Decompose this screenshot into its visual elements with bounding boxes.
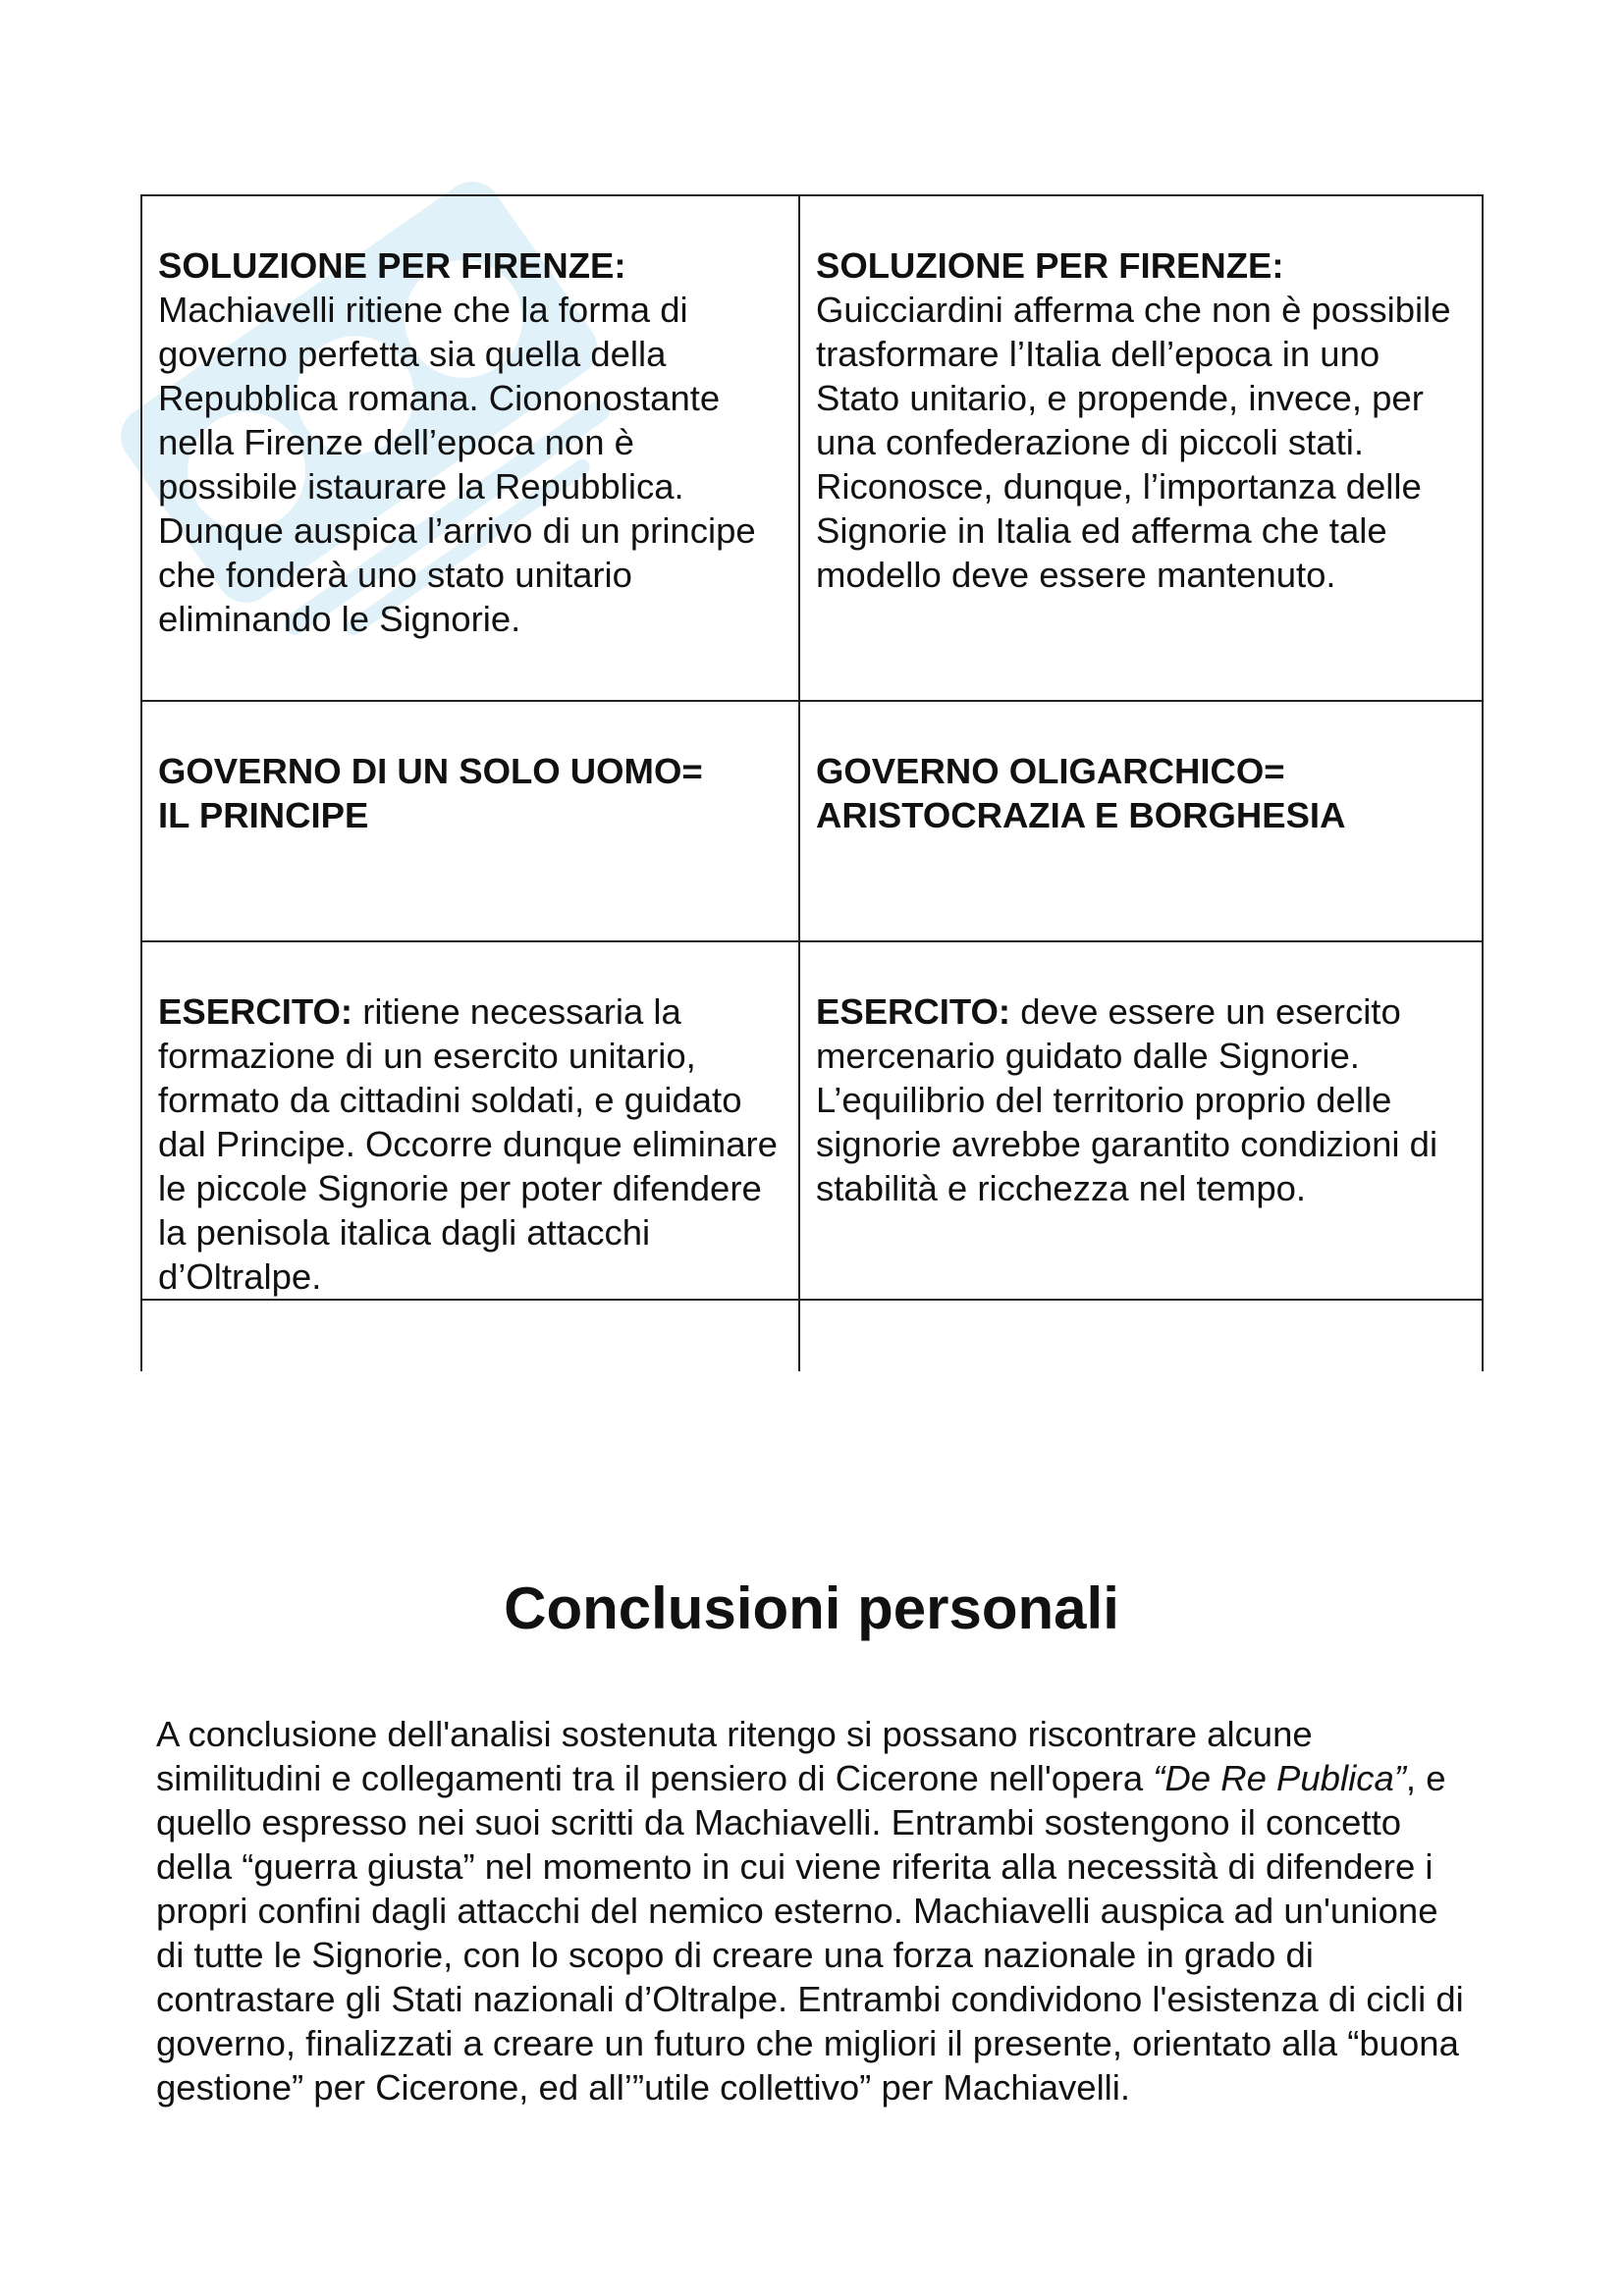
cell-text: Guicciardini afferma che non è possibile trasformare l’Italia dell’epoca in uno Stato unitario, e propende, invece, per una confederazione di piccoli stati. Riconosce, dunque, l’importanza delle Signorie in Italia ed afferma che tale modello deve essere mantenuto. [816,290,1451,595]
section-title: Conclusioni personali [504,1575,1119,1641]
cell-heading: ESERCITO: [158,991,353,1032]
comparison-table [140,194,1484,1371]
conclusion-paragraph [156,1712,1472,2109]
table-cell-empty [798,1301,1484,1371]
cell-heading: GOVERNO DI UN SOLO UOMO= [158,751,703,791]
cell-heading-line2: IL PRINCIPE [158,795,369,835]
paragraph-italic-title: “De Re Publica” [1153,1758,1406,1798]
cell-heading: SOLUZIONE PER FIRENZE: [158,245,626,286]
table-cell-guicciardini-esercito [798,942,1484,1299]
table-row [140,940,1484,1299]
table-cell-guicciardini-firenze [798,196,1484,700]
table-row [140,194,1484,700]
table-cell-machiavelli-firenze [140,196,798,700]
cell-heading: ESERCITO: [816,991,1011,1032]
cell-text: Machiavelli ritiene che la forma di governo perfetta sia quella della Repubblica romana. Ciononostante nella Firenze dell’epoca non è possibile istaurare la Repubblica. Dunque auspica l’arrivo di un principe che fonderà uno stato unitario eliminando le Signorie. [158,290,756,639]
table-cell-machiavelli-governo [140,702,798,940]
table-row [140,700,1484,940]
cell-text: deve essere un esercito mercenario guidato dalle Signorie. L’equilibrio del territorio proprio delle signorie avrebbe garantito condizioni di stabilità e ricchezza nel tempo. [816,991,1438,1208]
cell-heading: SOLUZIONE PER FIRENZE: [816,245,1284,286]
table-cell-empty [140,1301,798,1371]
table-cell-guicciardini-governo [798,702,1484,940]
table-row-empty [140,1299,1484,1371]
cell-text: ritiene necessaria la formazione di un esercito unitario, formato da cittadini soldati, e guidato dal Principe. Occorre dunque eliminare le piccole Signorie per poter difendere la penisola italica dagli attacchi d’Oltralpe. [158,991,778,1297]
cell-heading: GOVERNO OLIGARCHICO= [816,751,1285,791]
paragraph-text: A conclusione dell'analisi sostenuta ritengo si possano riscontrare alcune similitudini e collegamenti tra il pensiero di Cicerone nell'opera [156,1714,1313,1798]
cell-heading-line2: ARISTOCRAZIA E BORGHESIA [816,795,1346,835]
paragraph-text: , e quello espresso nei suoi scritti da Machiavelli. Entrambi sostengono il concetto della “guerra giusta” nel momento in cui viene riferita alla necessità di difendere i propri confini dagli attacchi del nemico esterno. Machiavelli auspica ad un'unione di tutte le Signorie, con lo scopo di creare una forza nazionale in grado di contrastare gli Stati nazionali d’Oltralpe. Entrambi condividono l'esistenza di cicli di governo, finalizzati a creare un futuro che migliori il presente, orientato alla “buona gestione” per Cicerone, ed all’”utile collettivo” per Machiavelli. [156,1758,1464,2108]
table-cell-machiavelli-esercito [140,942,798,1299]
